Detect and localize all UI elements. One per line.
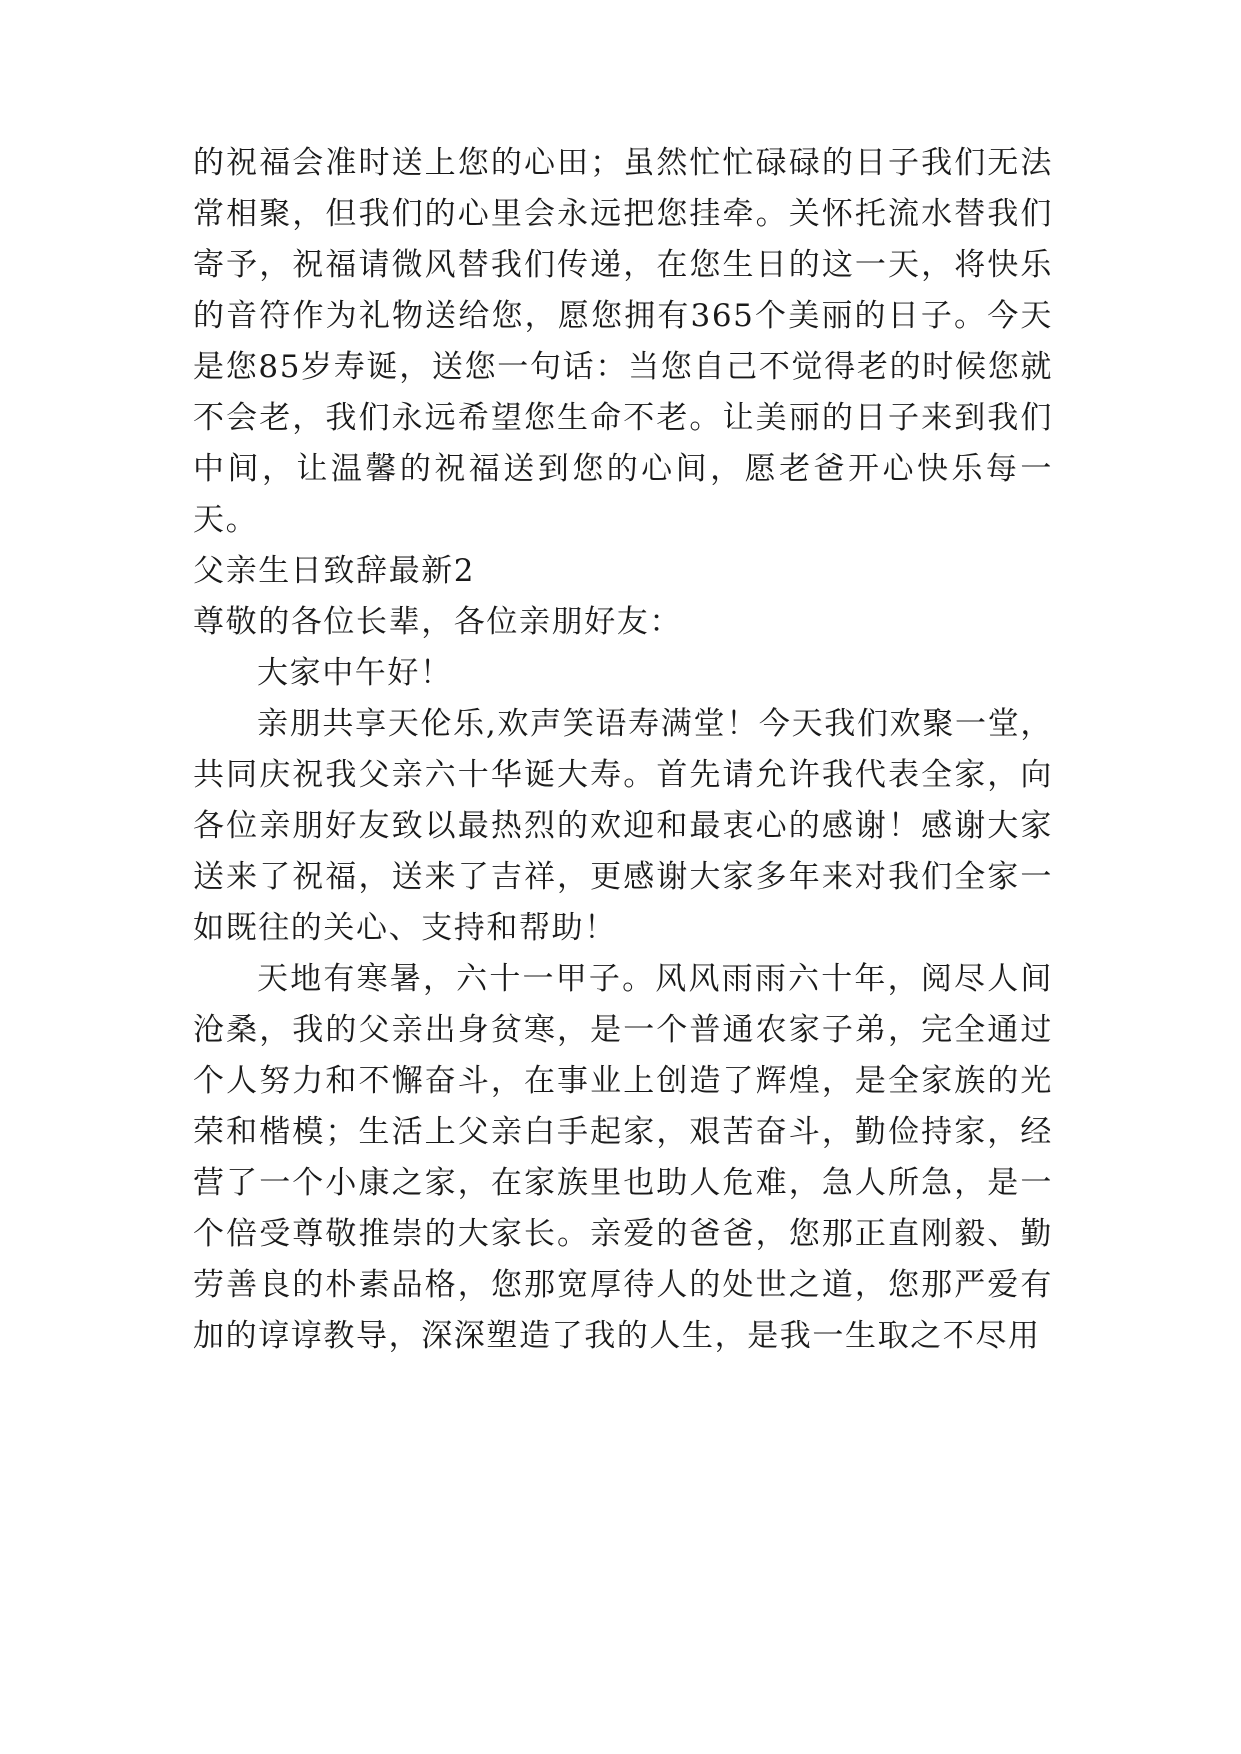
paragraph-father-tribute: 天地有寒暑，六十一甲子。风风雨雨六十年，阅尽人间沧桑，我的父亲出身贫寒，是一个普通农家子弟，完全通过个人努力和不懈奋斗，在事业上创造了辉煌，是全家族的光荣和楷模；生活上父亲白手起家，艰苦奋斗，勤俭持家，经营了一个小康之家，在家族里也助人危难，急人所急，是一个倍受尊敬推崇的大家长。亲爱的爸爸，您那正直刚毅、勤劳善良的朴素品格，您那宽厚待人的处世之道，您那严爱有加的谆谆教导，深深塑造了我的人生，是我一生取之不尽用	[193, 961, 1053, 1354]
greeting: 大家中午好！	[257, 655, 453, 691]
paragraph-intro-continuation: 的祝福会准时送上您的心田；虽然忙忙碌碌的日子我们无法常相聚，但我们的心里会永远把您挂牵。关怀托流水替我们寄予，祝福请微风替我们传递，在您生日的这一天，将快乐的音符作为礼物送给您，愿您拥有365个美丽的日子。今天是您85岁寿诞，送您一句话：当您自己不觉得老的时候您就不会老，我们永远希望您生命不老。让美丽的日子来到我们中间，让温馨的祝福送到您的心间，愿老爸开心快乐每一天。	[193, 145, 1053, 538]
section-title: 父亲生日致辞最新2	[193, 553, 476, 589]
document-body	[193, 138, 1053, 1362]
salutation: 尊敬的各位长辈，各位亲朋好友：	[193, 604, 682, 640]
paragraph-celebration: 亲朋共享天伦乐,欢声笑语寿满堂！今天我们欢聚一堂，共同庆祝我父亲六十华诞大寿。首先请允许我代表全家，向各位亲朋好友致以最热烈的欢迎和最衷心的感谢！感谢大家送来了祝福，送来了吉祥，更感谢大家多年来对我们全家一如既往的关心、支持和帮助！	[193, 706, 1053, 946]
